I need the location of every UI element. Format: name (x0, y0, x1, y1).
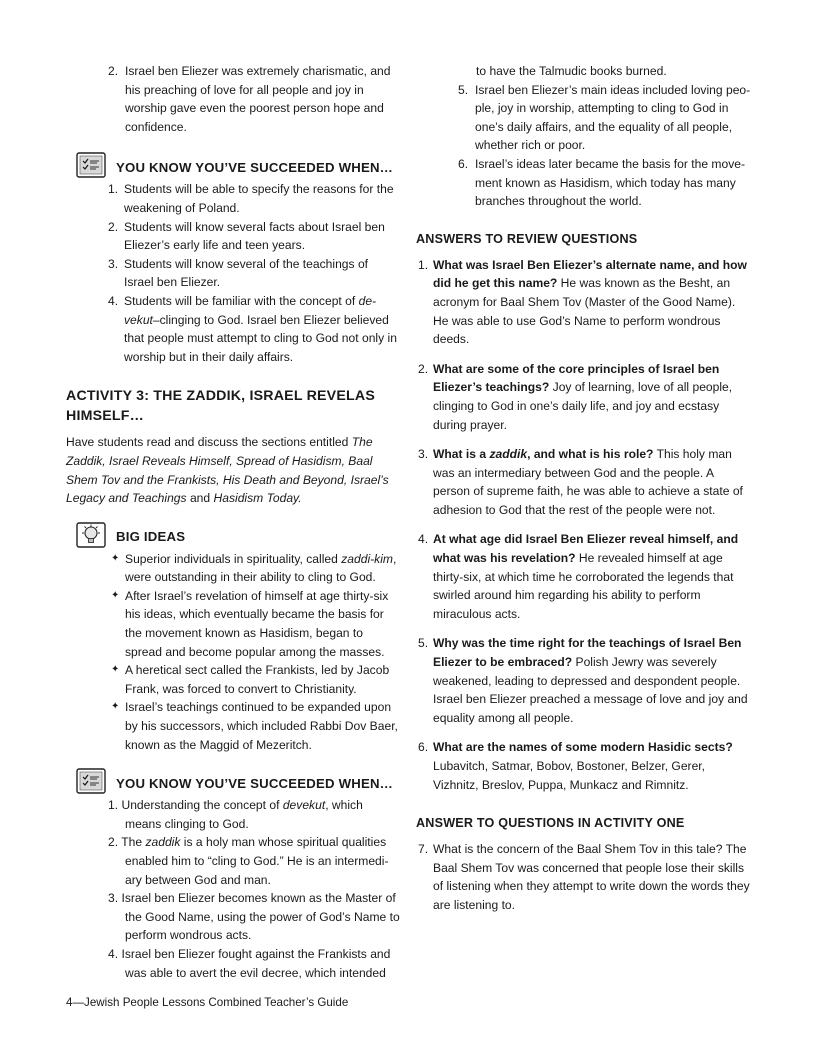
page-footer: 4—Jewish People Lessons Combined Teacher’s Guide (66, 996, 349, 1009)
list-item: 3. Students will know several of the teachings of Israel ben Eliezer. (108, 256, 369, 290)
big-ideas-heading: BIG IDEAS (76, 522, 400, 548)
checklist-icon (76, 768, 106, 794)
review-answer: 2. What are some of the core principles of Israel ben Eliezer’s teachings? Joy of learning, love of all people, clinging to God in one’s daily life, and joy and ecstasy during prayer. (418, 361, 733, 432)
review-answer: 1. What was Israel Ben Eliezer’s alternate name, and how did he get this name? He was known as the Besht, an acronym for Baal Shem Tov (Master of the Good Name). He was able to use God’s Name to perform wondrous deeds. (418, 257, 747, 347)
list-item: 2. Israel ben Eliezer was extremely charismatic, and his preaching of love for all people and joy in worship gave even the poorest person hope and confidence. (108, 64, 391, 134)
list-item: ✦ Superior individuals in spirituality, called zaddi-kim, were outstanding in their ability to cling to God. (111, 551, 397, 585)
list-item: 2. Students will know several facts about Israel ben Eliezer’s early life and teen years. (108, 219, 385, 253)
list-item: 3. Israel ben Eliezer becomes known as the Master of the Good Name, using the power of God’s Name to perform wondrous acts. (108, 891, 400, 943)
list-item: 1. Students will be able to specify the reasons for the weakening of Poland. (108, 182, 394, 215)
list-item: 2. The zaddik is a holy man whose spiritual qualities enabled him to “cling to God.” He is an intermedi-ary between God and man. (108, 835, 389, 887)
review-answer: 5. Why was the time right for the teachings of Israel Ben Eliezer to be embraced? Polish Jewry was severely weakened, leading to depressed and despondent people. Israel ben Eliezer preached a message of love and joy and equality among all people. (418, 636, 748, 725)
activity-2-list-right (416, 81, 752, 211)
review-answers-heading: ANSWERS TO REVIEW QUESTIONS (416, 231, 638, 246)
list-item: 1. Understanding the concept of devekut, which means clinging to God. (108, 798, 363, 831)
activity-one-heading: ANSWER TO QUESTIONS IN ACTIVITY ONE (416, 816, 685, 831)
big-ideas-list (66, 550, 400, 755)
succeeded-heading-1: YOU KNOW YOU’VE SUCCEEDED WHEN… (76, 152, 400, 178)
list-item: 6. Israel’s ideas later became the basis for the move-ment known as Hasidism, which today has many branches throughout the world. (458, 156, 746, 209)
list-item: ✦ Israel’s teachings continued to be expanded upon by his successors, which included Rabbi Dov Baer, known as the Maggid of Mezeritch. (111, 700, 398, 752)
list-item: 5. Israel ben Eliezer’s main ideas included loving peo-ple, joy in worship, attempting to cling to God in one’s daily affairs, and the equality of all people, whether rich or poor. (458, 82, 751, 153)
review-answer: 6. What are the names of some modern Hasidic sects? Lubavitch, Satmar, Bobov, Bostoner, Belzer, Gerer, Vizhnitz, Breslov, Puppa, Munkacz and Rimnitz. (418, 740, 733, 792)
review-answer: 4. At what age did Israel Ben Eliezer reveal himself, and what was his revelation? He revealed himself at age thirty-six, at which time he corroborated the legends that swirled around him regarding his ability to perform miraculous acts. (418, 532, 739, 621)
succeeded-list-2 (66, 796, 400, 982)
list-continuation: to have the Talmudic books burned. (476, 64, 667, 78)
lightbulb-icon (76, 522, 106, 548)
list-item: 4. Students will be familiar with the concept of de-vekut–clinging to God. Israel ben Eliezer believed that people must attempt to cling to God not only in worship but in their daily affairs. (108, 293, 397, 364)
succeeded-list-1 (66, 180, 400, 366)
list-item: 4. Israel ben Eliezer fought against the Frankists and was able to avert the evil decree, which intended (108, 946, 391, 980)
succeeded-heading-2: YOU KNOW YOU’VE SUCCEEDED WHEN… (76, 768, 400, 794)
checklist-icon (76, 152, 106, 178)
activity-3-title: ACTIVITY 3: THE ZADDIK, ISRAEL REVELAS HIMSELF… (66, 388, 375, 425)
list-item: ✦ A heretical sect called the Frankists, led by Jacob Frank, was forced to convert to Christianity. (111, 663, 390, 696)
activity-one-answer: 7. What is the concern of the Baal Shem Tov in this tale? The Baal Shem Tov was concerned that people lose their skills of listening when they attempt to write down the words they are listening to. (418, 842, 750, 912)
left-column (66, 62, 400, 982)
review-answer: 3. What is a zaddik, and what is his role? This holy man was an intermediary between God and the people. A person of supreme faith, he was able to achieve a state of adhesion to God that the rest of the people were not. (418, 447, 743, 517)
activity-3-intro: Have students read and discuss the sections entitled The Zaddik, Israel Reveals Himself, Spread of Hasidism, Baal Shem Tov and the Frankists, His Death and Beyond, Israel’s Legacy and Teachings and Hasidism Today. (66, 435, 389, 506)
right-column (416, 62, 752, 926)
activity-2-list-continued (66, 62, 400, 136)
list-item: ✦ After Israel’s revelation of himself at age thirty-six his ideas, which eventually became the basis for the movement known as Hasidism, began to spread and become popular among the masses. (111, 588, 389, 659)
